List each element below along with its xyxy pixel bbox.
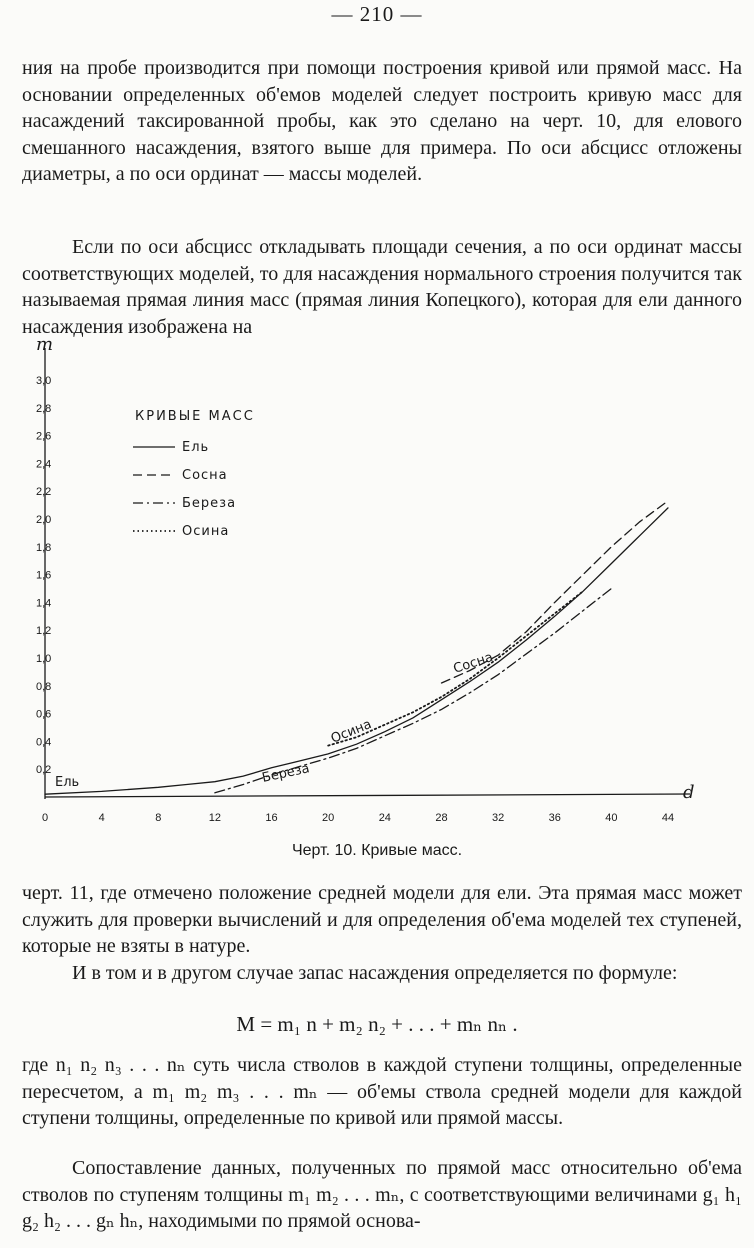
paragraph-6: Сопоставление данных, полученных по прямой масс относительно об'ема стволов по ступеням толщины m₁ m₂ . . . mₙ, с соответствующими величинами g₁ h₁ g₂ h₂ . . . gₙ hₙ, находимыми по прямой основа- xyxy=(22,1157,742,1232)
figure-caption: Черт. 10. Кривые масс. xyxy=(291,842,463,859)
chart-series xyxy=(45,501,668,794)
y-tick-label: 2,6 xyxy=(36,430,52,443)
curve-annotation: Береза xyxy=(260,761,311,786)
x-tick-label: 36 xyxy=(548,812,561,824)
x-tick-label: 16 xyxy=(265,812,278,824)
y-tick-label: 0,2 xyxy=(36,764,52,777)
y-tick-label: 1,4 xyxy=(36,597,52,610)
y-tick-label: 0,8 xyxy=(36,680,52,693)
paragraph-3: черт. 11, где отмечено положение средней модели для ели. Эта прямая масс может служить для проверки вычислений и для определения об'ема моделей тех ступеней, которые не взяты в натуре. xyxy=(22,882,742,957)
y-tick-label: 0,6 xyxy=(36,708,52,721)
x-tick-label: 20 xyxy=(322,812,335,824)
legend-title: КРИВЫЕ МАСС xyxy=(135,409,255,424)
x-axis-label: d xyxy=(683,782,695,803)
y-tick-label: 3,0 xyxy=(36,375,52,387)
x-tick-label: 28 xyxy=(435,812,448,824)
y-tick-label: 2,0 xyxy=(36,514,52,526)
curve-annotation: Ель xyxy=(55,775,80,790)
paragraph-5: где n₁ n₂ n₃ . . . nₙ суть числа стволов в каждой ступени толщины, определенные пересчетом, а m₁ m₂ m₃ . . . mₙ — об'емы ствола средней модели для каждой ступени толщины, определенные по кривой или прямой массы. xyxy=(22,1054,742,1129)
mass-curves-chart xyxy=(0,330,754,835)
x-axis xyxy=(45,794,690,797)
legend-entry: Береза xyxy=(182,496,237,511)
chart-ticks xyxy=(36,375,674,824)
formula: M = m₁ n + m₂ n₂ + . . . + mₙ nₙ . xyxy=(236,1012,518,1036)
paragraph-4: И в том и в другом случае запас насаждения определяется по формуле: xyxy=(72,962,678,984)
x-tick-label: 12 xyxy=(208,812,222,824)
chart-annotations xyxy=(55,650,495,790)
curve-annotation: Сосна xyxy=(451,649,495,677)
x-tick-label: 44 xyxy=(661,812,675,824)
y-tick-label: 1,0 xyxy=(36,653,52,665)
y-tick-label: 0,4 xyxy=(36,736,52,749)
y-tick-label: 1,8 xyxy=(36,541,52,554)
page-number: — 210 — xyxy=(331,2,423,26)
y-tick-label: 1,2 xyxy=(36,625,52,638)
x-tick-label: 8 xyxy=(155,812,162,824)
x-tick-label: 32 xyxy=(491,812,505,824)
x-tick-label: 4 xyxy=(98,812,105,824)
x-tick-label: 0 xyxy=(41,812,49,824)
x-tick-label: 24 xyxy=(378,812,391,824)
y-axis-label: m xyxy=(36,334,54,355)
y-tick-label: 1,6 xyxy=(36,569,52,582)
chart-legend xyxy=(133,409,255,539)
legend-entry: Осина xyxy=(182,524,230,539)
legend-entry: Сосна xyxy=(182,468,228,483)
legend-entry: Ель xyxy=(182,440,210,455)
y-tick-label: 2,2 xyxy=(36,486,52,499)
x-tick-label: 40 xyxy=(605,812,618,824)
curve-annotation: Осина xyxy=(328,716,374,747)
y-tick-label: 2,4 xyxy=(36,458,52,471)
paragraph-1: ния на пробе производится при помощи построения кривой или прямой масс. На основании определенных об'емов моделей следует построить кривую масс для насаждений таксированной пробы, как это сделано на черт. 10, для елового смешанного насаждения, взятого выше для примера. По оси абсцисс отложены диаметры, а по оси ординат — массы моделей. xyxy=(22,57,742,185)
paragraph-2: Если по оси абсцисс откладывать площади сечения, а по оси ординат массы соответствующих моделей, то для насаждения нормального строения получится так называемая прямая линия масс (прямая линия Копецкого), которая для ели данного насаждения изображена на xyxy=(22,236,742,338)
y-tick-label: 2,8 xyxy=(36,402,52,415)
series-line-solid xyxy=(45,508,668,794)
